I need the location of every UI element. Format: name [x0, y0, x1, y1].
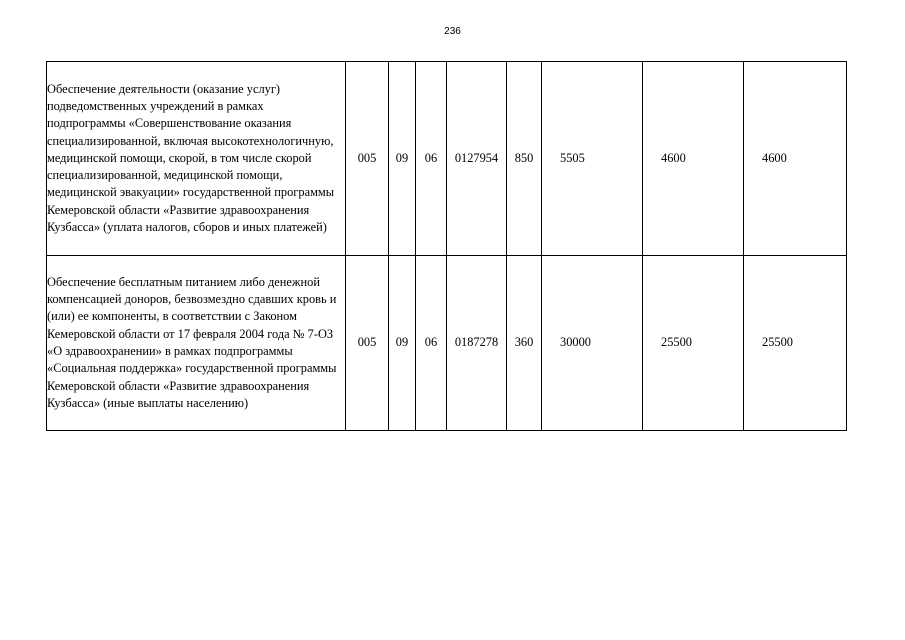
subsection-code: 06 — [416, 256, 447, 431]
target-item-code: 0187278 — [447, 256, 507, 431]
expense-description: Обеспечение бесплатным питанием либо денежной компенсацией доноров, безвозмездно сдавших кровь и (или) ее компоненты, в соответствии с Законом Кемеровской области от 17 февраля 2004 года № 7-ОЗ «О здравоохранении» в рамках подпрограммы «Социальная поддержка» государственной программы Кемеровской области «Развитие здравоохранения Кузбасса» (иные выплаты населению) — [47, 256, 346, 431]
amount-year-2 — [643, 62, 744, 256]
ministry-code: 005 — [346, 62, 389, 256]
amount-year-2-value: 25500 — [661, 335, 692, 350]
amount-year-2 — [643, 256, 744, 431]
target-item-code: 0127954 — [447, 62, 507, 256]
subsection-code: 06 — [416, 62, 447, 256]
budget-table — [46, 61, 847, 431]
amount-year-1-value: 30000 — [560, 335, 591, 350]
expense-type-code: 360 — [507, 256, 542, 431]
amount-year-1 — [542, 62, 643, 256]
amount-year-1 — [542, 256, 643, 431]
amount-year-3 — [744, 62, 847, 256]
amount-year-3 — [744, 256, 847, 431]
expense-type-code: 850 — [507, 62, 542, 256]
amount-year-2-value: 4600 — [661, 150, 686, 165]
table-row — [47, 62, 847, 256]
section-code: 09 — [389, 62, 416, 256]
ministry-code: 005 — [346, 256, 389, 431]
table-row — [47, 256, 847, 431]
amount-year-1-value: 5505 — [560, 150, 585, 165]
section-code: 09 — [389, 256, 416, 431]
page-number: 236 — [444, 26, 461, 37]
amount-year-3-value: 25500 — [762, 335, 793, 350]
expense-description: Обеспечение деятельности (оказание услуг) подведомственных учреждений в рамках подпрограммы «Совершенствование оказания специализированной, включая высокотехнологичную, медицинской помощи, скорой, в том числе скорой специализированной, медицинской помощи, медицинской эвакуации» государственной программы Кемеровской области «Развитие здравоохранения Кузбасса» (уплата налогов, сборов и иных платежей) — [47, 62, 346, 256]
amount-year-3-value: 4600 — [762, 150, 787, 165]
